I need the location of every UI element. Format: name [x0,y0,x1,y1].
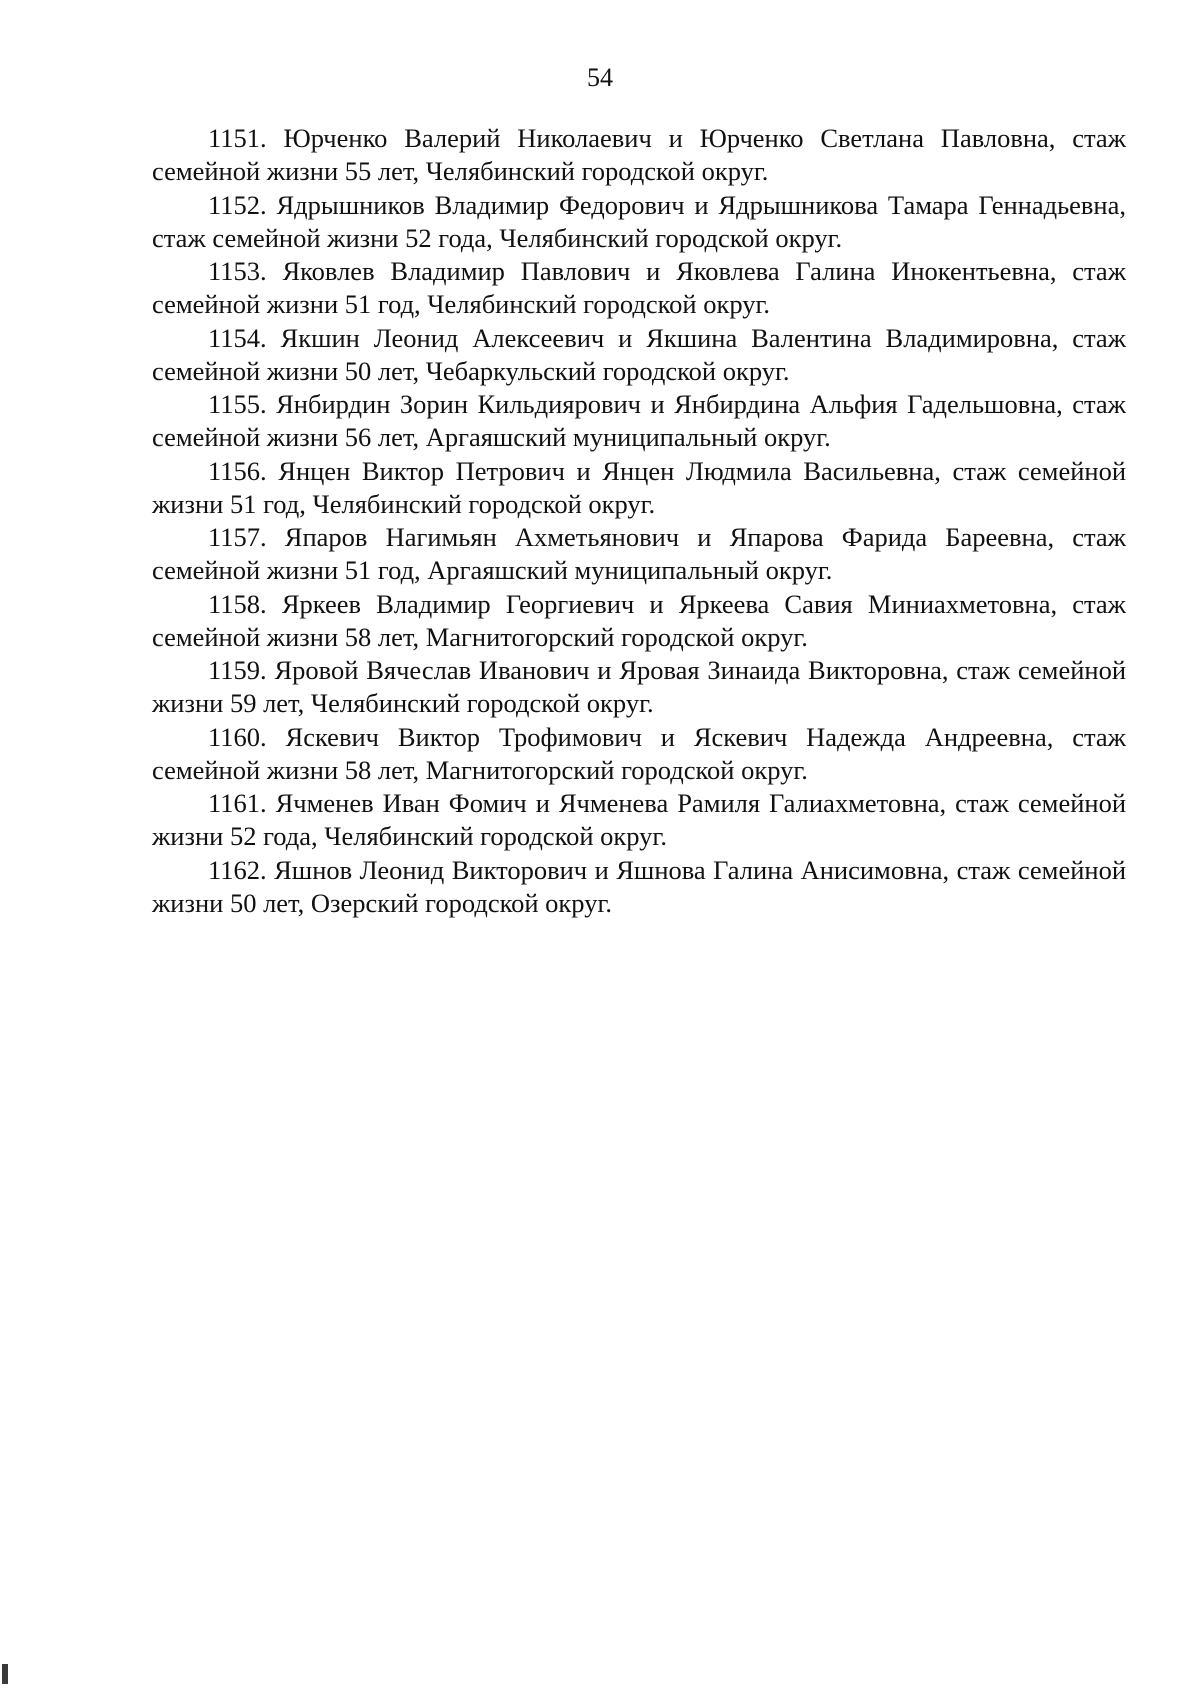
entry-text: Яковлев Владимир Павлович и Яковлева Галина Инокентьевна, стаж семейной жизни 51 год, Челябинский городской округ. [152,256,1127,319]
entry-number: 1154. [208,322,267,353]
list-item [152,787,1126,853]
list-item [152,255,1126,321]
entry-text: Якшин Леонид Алексеевич и Якшина Валентина Владимировна, стаж семейной жизни 50 лет, Чебаркульский городской округ. [152,322,1126,386]
list-item [152,854,1126,920]
list-item [152,388,1126,454]
entry-number: 1160. [208,721,267,752]
entry-text: Ядрышников Владимир Федорович и Ядрышникова Тамара Геннадьевна, стаж семейной жизни 52 года, Челябинский городской округ. [152,189,1127,253]
entry-text: Янбирдин Зорин Кильдиярович и Янбирдина Альфия Гадельшовна, стаж семейной жизни 56 лет, Аргаяшский муниципальный округ. [152,389,1126,452]
list-item [152,588,1126,654]
entry-text: Яркеев Владимир Георгиевич и Яркеева Савия Миниахметовна, стаж семейной жизни 58 лет, Магнитогорский городской округ. [152,588,1126,652]
scan-margin-mark [2,1664,8,1684]
entry-text: Ячменев Иван Фомич и Ячменева Рамиля Галиахметовна, стаж семейной жизни 52 года, Челябинский городской округ. [152,788,1126,851]
list-item [152,521,1126,587]
entry-number: 1151. [208,123,267,153]
list-item [152,455,1126,521]
entry-number: 1157. [208,522,267,552]
page-number: 54 [587,63,613,92]
list-item [152,122,1126,188]
entry-text: Юрченко Валерий Николаевич и Юрченко Светлана Павловна, стаж семейной жизни 55 лет, Челябинский городской округ. [152,123,1126,186]
entry-text: Яшнов Леонид Викторович и Яшнова Галина Анисимовна, стаж семейной жизни 50 лет, Озерский городской округ. [152,854,1127,918]
entry-number: 1161. [208,788,267,818]
entry-text: Япаров Нагимьян Ахметьянович и Япарова Фарида Бареевна, стаж семейной жизни 51 год, Аргаяшский муниципальный округ. [152,522,1126,585]
list-item [152,654,1126,720]
entry-list [152,122,1126,920]
entry-number: 1152. [208,189,267,220]
entry-number: 1153. [208,256,267,286]
entry-number: 1158. [208,588,267,619]
entry-text: Яскевич Виктор Трофимович и Яскевич Надежда Андреевна, стаж семейной жизни 58 лет, Магнитогорский городской округ. [152,721,1126,785]
entry-text: Яровой Вячеслав Иванович и Яровая Зинаида Викторовна, стаж семейной жизни 59 лет, Челябинский городской округ. [152,655,1127,718]
entry-number: 1162. [208,854,267,885]
entry-number: 1156. [208,455,267,486]
list-item [152,322,1126,388]
entry-text: Янцен Виктор Петрович и Янцен Людмила Васильевна, стаж семейной жизни 51 год, Челябинский городской округ. [152,455,1127,519]
entry-number: 1155. [208,389,267,419]
list-item [152,721,1126,787]
entry-number: 1159. [208,655,267,685]
list-item [152,189,1126,255]
